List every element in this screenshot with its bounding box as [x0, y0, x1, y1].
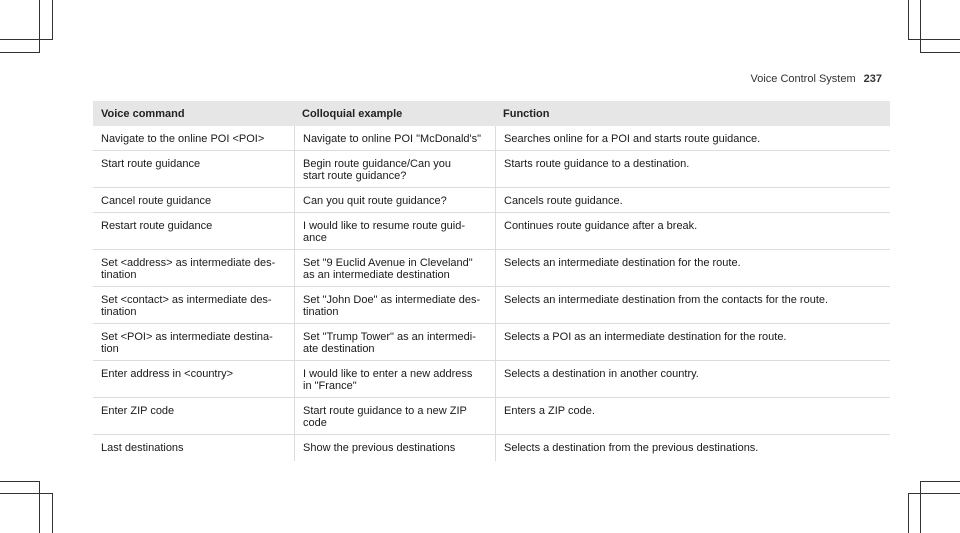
example-cell: Can you quit route guidance? — [294, 188, 495, 212]
crop-mark — [39, 0, 40, 52]
example-cell: Set "9 Euclid Avenue in Cleveland" as an intermediate destination — [294, 250, 495, 286]
function-cell: Selects an intermediate destination for the route. — [495, 250, 890, 286]
column-header-function: Function — [503, 107, 550, 120]
function-cell: Enters a ZIP code. — [495, 398, 890, 434]
crop-mark — [0, 493, 52, 494]
example-cell: I would like to enter a new address in "France" — [294, 361, 495, 397]
column-header-command: Voice command — [101, 107, 185, 120]
command-cell: Enter address in <country> — [101, 368, 234, 380]
table-row — [93, 126, 890, 151]
crop-mark — [908, 39, 960, 40]
table-row — [93, 324, 890, 361]
table-header — [93, 101, 890, 126]
function-cell: Selects a destination in another country. — [495, 361, 890, 397]
function-cell: Selects a POI as an intermediate destination for the route. — [495, 324, 890, 360]
crop-mark — [920, 481, 921, 533]
table-row — [93, 287, 890, 324]
function-cell: Cancels route guidance. — [495, 188, 890, 212]
column-header-example: Colloquial example — [302, 107, 403, 120]
crop-mark — [908, 493, 909, 533]
table-row — [93, 188, 890, 213]
command-cell: Set <contact> as intermediate des- tination — [101, 294, 272, 318]
example-cell: I would like to resume route guid- ance — [294, 213, 495, 249]
crop-mark — [908, 0, 909, 40]
function-cell: Selects an intermediate destination from the contacts for the route. — [495, 287, 890, 323]
command-cell: Restart route guidance — [101, 220, 213, 232]
voice-command-table — [93, 101, 890, 461]
command-cell: Last destinations — [101, 442, 184, 454]
function-cell: Starts route guidance to a destination. — [495, 151, 890, 187]
crop-mark — [39, 481, 40, 533]
running-head — [750, 73, 882, 85]
crop-mark — [908, 493, 960, 494]
command-cell: Start route guidance — [101, 158, 201, 170]
table-row — [93, 361, 890, 398]
example-cell: Show the previous destinations — [294, 435, 495, 461]
example-cell: Start route guidance to a new ZIP code — [294, 398, 495, 434]
crop-mark — [0, 52, 40, 53]
function-cell: Searches online for a POI and starts route guidance. — [495, 126, 890, 150]
crop-mark — [920, 481, 960, 482]
command-cell: Navigate to the online POI <POI> — [101, 133, 265, 145]
page-number: 237 — [863, 73, 882, 85]
crop-mark — [920, 52, 960, 53]
example-cell: Set "John Doe" as intermediate des- tination — [294, 287, 495, 323]
crop-mark — [52, 493, 53, 533]
example-cell: Begin route guidance/Can you start route guidance? — [294, 151, 495, 187]
command-cell: Set <address> as intermediate des- tination — [101, 257, 276, 281]
section-title: Voice Control System — [750, 73, 856, 85]
command-cell: Cancel route guidance — [101, 195, 212, 207]
crop-mark — [0, 39, 52, 40]
table-row — [93, 151, 890, 188]
crop-mark — [0, 481, 40, 482]
function-cell: Continues route guidance after a break. — [495, 213, 890, 249]
example-cell: Navigate to online POI "McDonald's" — [294, 126, 495, 150]
function-cell: Selects a destination from the previous destinations. — [495, 435, 890, 461]
table-row — [93, 398, 890, 435]
command-cell: Set <POI> as intermediate destina- tion — [101, 331, 273, 355]
table-row — [93, 435, 890, 461]
table-row — [93, 250, 890, 287]
command-cell: Enter ZIP code — [101, 405, 175, 417]
table-row — [93, 213, 890, 250]
example-cell: Set "Trump Tower" as an intermedi- ate destination — [294, 324, 495, 360]
crop-mark — [52, 0, 53, 40]
crop-mark — [920, 0, 921, 52]
